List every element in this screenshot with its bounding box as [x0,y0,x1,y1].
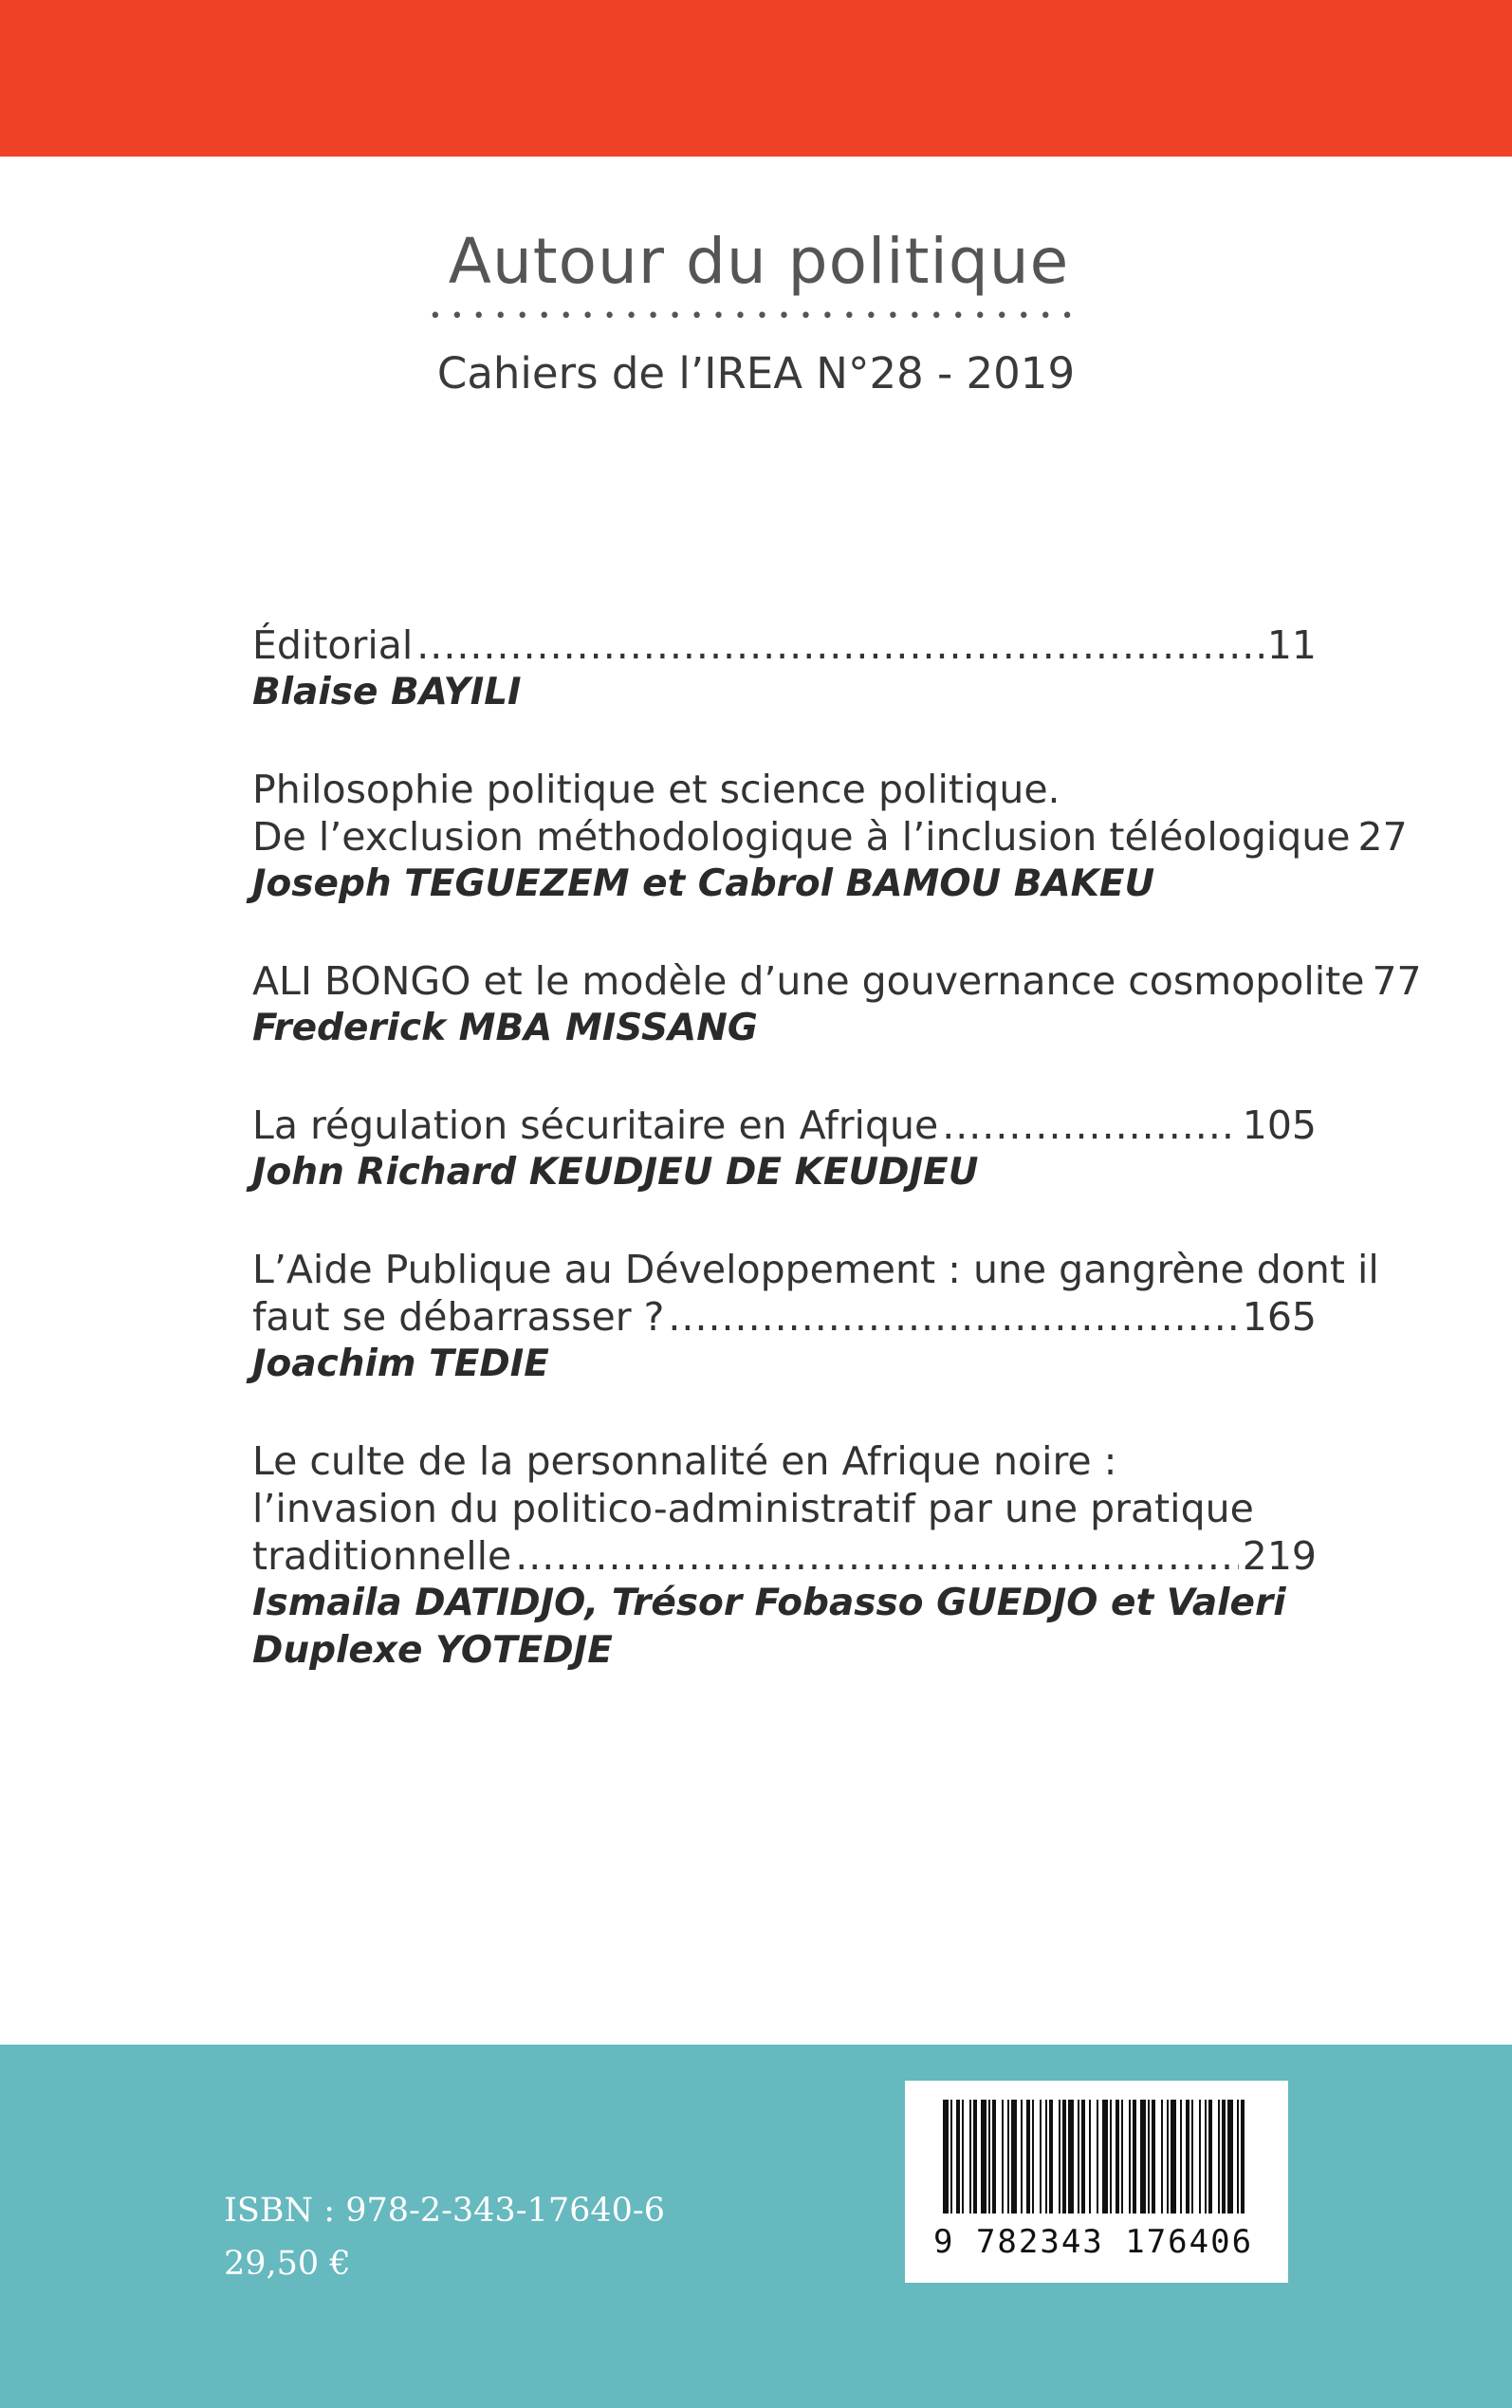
dot-leader [515,1532,1239,1580]
toc-entry [252,1246,1379,1388]
toc-title: faut se débarrasser ? [252,1294,665,1340]
toc-author: Joachim TEDIE [252,1343,549,1385]
barcode-bar [1121,2100,1123,2214]
barcode-bar [1068,2100,1074,2214]
barcode-bar [1148,2100,1150,2214]
toc-title: La régulation sécuritaire en Afrique [252,1102,939,1148]
toc-title: Philosophie politique et science politique. [252,767,1060,812]
toc-author: Blaise BAYILI [252,671,522,713]
barcode-bar [1241,2100,1245,2214]
barcode-bar [988,2100,990,2214]
barcode-bar [1032,2100,1034,2214]
barcode-bar [1129,2100,1131,2214]
barcode-bar [1208,2100,1212,2214]
toc-author: Duplexe YOTEDJE [252,1629,613,1672]
barcode-bar [1171,2100,1176,2214]
toc-line [252,1293,1317,1341]
toc-page-number: 105 [1242,1102,1317,1148]
barcode-bar [950,2100,952,2214]
barcode-bar [943,2100,949,2214]
toc-line [252,621,1317,669]
barcode-bar [1133,2100,1136,2214]
toc-title: De l’exclusion méthodologique à l’inclusion téléologique [252,814,1351,860]
barcode-bar [1205,2100,1207,2214]
barcode-bar [1026,2100,1030,2214]
barcode-bar [1186,2100,1189,2214]
barcode-bar [1116,2100,1119,2214]
barcode-bar [973,2100,977,2214]
barcode-bar [1237,2100,1239,2214]
barcode-bar [1062,2100,1066,2214]
toc-line [252,957,1422,1005]
barcode-bar [1089,2100,1091,2214]
dotted-divider: •••••••••••••••••••••••••••••• [429,304,1083,328]
toc-author: Ismaila DATIDJO, Trésor Fobasso GUEDJO et Valeri [252,1582,1286,1624]
toc-entry [252,621,1317,716]
cover-header [0,225,1512,398]
barcode-bar [1040,2100,1042,2214]
top-color-band [0,0,1512,157]
series-title: Autour du politique [448,225,1070,298]
barcode-bars [943,2100,1250,2223]
barcode-bar [1045,2100,1047,2214]
toc-title: Le culte de la personnalité en Afrique noire : [252,1438,1117,1484]
toc-title: ALI BONGO et le modèle d’une gouvernance cosmopolite [252,958,1365,1004]
toc-page-number: 219 [1242,1533,1317,1579]
toc-title: Éditorial [252,622,414,668]
toc-page-number: 11 [1266,622,1317,668]
toc-title: traditionnelle [252,1533,512,1579]
barcode-bar [1180,2100,1182,2214]
barcode-bar [962,2100,964,2214]
toc-page-number: 77 [1372,958,1422,1004]
barcode-bar [1078,2100,1079,2214]
barcode-bar [956,2100,960,2214]
barcode-digits: 9 782343 176406 [933,2223,1254,2261]
table-of-contents [252,621,1422,1724]
barcode-bar [1218,2100,1220,2214]
barcode-bar [1199,2100,1201,2214]
barcode-bar [1011,2100,1017,2214]
toc-entry [252,1102,1317,1196]
toc-author: Frederick MBA MISSANG [252,1007,758,1049]
barcode-bar [1161,2100,1163,2214]
dot-leader [942,1102,1239,1149]
barcode-bar [1097,2100,1098,2214]
barcode-bar [1021,2100,1023,2214]
barcode-bar [1140,2100,1146,2214]
barcode-bar [1110,2100,1112,2214]
toc-author: Joseph TEGUEZEM et Cabrol BAMOU BAKEU [252,862,1155,905]
toc-page-number: 165 [1242,1294,1317,1340]
toc-entry [252,1437,1317,1675]
barcode-bar [1167,2100,1169,2214]
toc-line [252,813,1408,861]
barcode-bar [1227,2100,1233,2214]
barcode-bar [1152,2100,1155,2214]
barcode-bar [981,2100,986,2214]
dot-leader [668,1293,1238,1341]
price: 29,50 € [224,2245,351,2283]
barcode [905,2081,1288,2283]
dot-leader [416,621,1263,669]
barcode-bar [1049,2100,1053,2214]
barcode-bar [1222,2100,1226,2214]
toc-entry [252,957,1422,1052]
barcode-bar [1007,2100,1009,2214]
toc-author: John Richard KEUDJEU DE KEUDJEU [252,1151,979,1194]
barcode-bar [969,2100,971,2214]
barcode-bar [1081,2100,1085,2214]
barcode-bar [1002,2100,1004,2214]
toc-title: L’Aide Publique au Développement : une gangrène dont il [252,1247,1379,1292]
toc-line [252,1102,1317,1149]
toc-entry [252,766,1408,908]
barcode-bar [1102,2100,1108,2214]
barcode-bar [1059,2100,1060,2214]
toc-line [252,1532,1317,1580]
toc-title: l’invasion du politico-administratif par une pratique [252,1486,1254,1531]
isbn: ISBN : 978-2-343-17640-6 [224,2192,665,2230]
toc-page-number: 27 [1357,814,1408,860]
issue-title: Cahiers de l’IREA N°28 - 2019 [436,347,1076,398]
barcode-bar [1191,2100,1193,2214]
barcode-bar [992,2100,996,2214]
